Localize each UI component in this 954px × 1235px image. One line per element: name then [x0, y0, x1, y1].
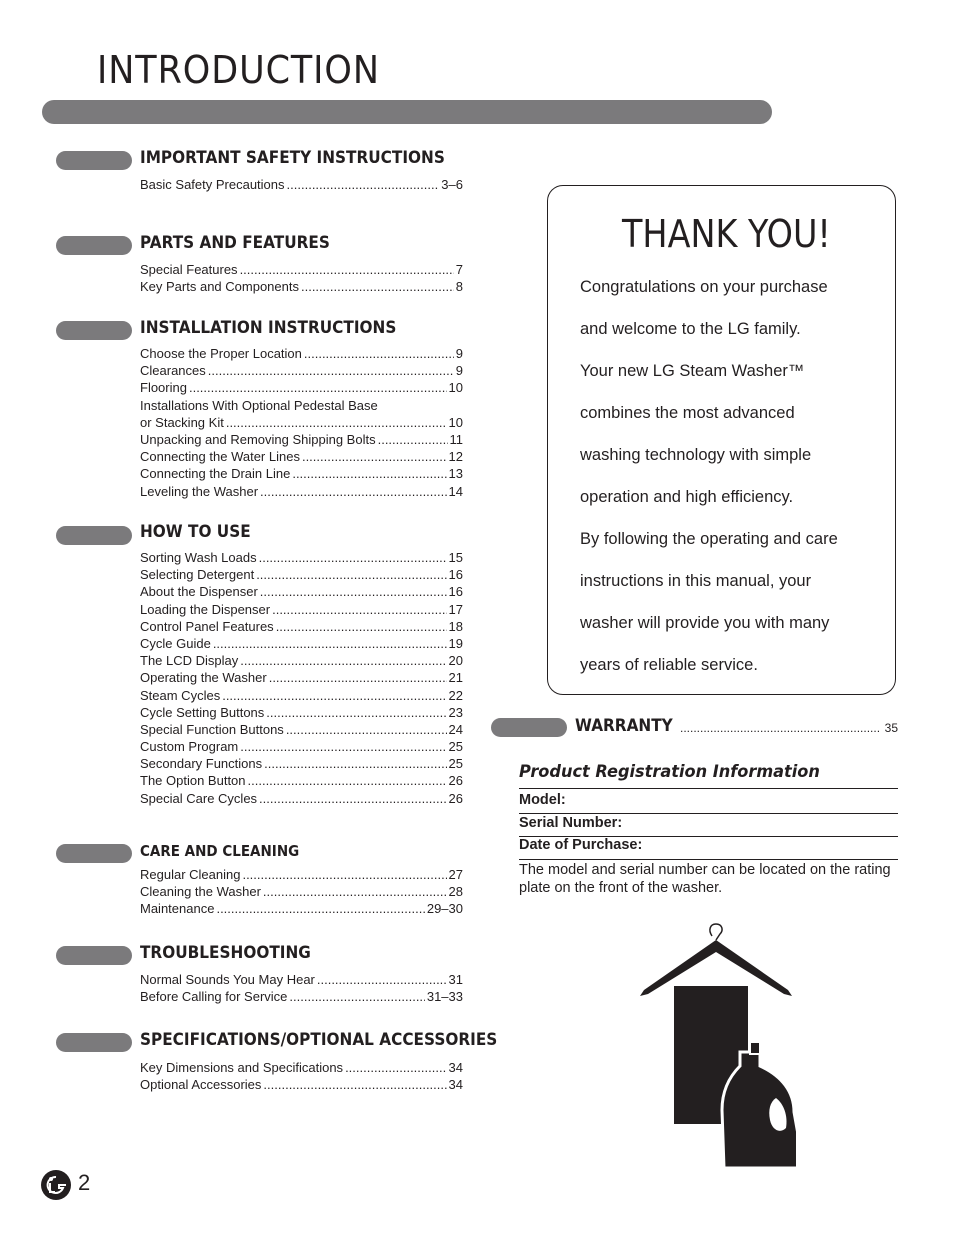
section-entries — [140, 345, 463, 500]
toc-entry-label: Operating the Washer — [140, 670, 267, 686]
section-title: INSTALLATION INSTRUCTIONS — [140, 318, 397, 338]
toc-entry-page: 25 — [448, 756, 463, 772]
toc-entry[interactable] — [140, 448, 463, 465]
thank-you-line: combines the most advanced — [580, 404, 795, 422]
toc-entry-page: 16 — [448, 567, 463, 583]
toc-entry-page: 24 — [448, 721, 463, 737]
toc-entry[interactable] — [140, 549, 463, 566]
section-pill — [56, 151, 132, 170]
section-title: IMPORTANT SAFETY INSTRUCTIONS — [140, 148, 445, 168]
toc-entry-label: Basic Safety Precautions — [140, 177, 285, 192]
toc-entry-label: Steam Cycles — [140, 687, 221, 703]
title-bar — [42, 100, 772, 124]
toc-entry-page: 16 — [448, 584, 463, 600]
toc-entry-label: The LCD Display — [140, 653, 239, 669]
toc-entry[interactable] — [140, 652, 463, 669]
toc-entry-page: 17 — [448, 601, 463, 617]
toc-entry-label: Special Features — [140, 262, 238, 277]
registration-serial-field: Serial Number: — [519, 815, 623, 831]
toc-entry-label: Secondary Functions — [140, 756, 263, 772]
page-title: INTRODUCTION — [97, 48, 380, 92]
toc-entry-label: Optional Accessories — [140, 1077, 262, 1093]
toc-entry-page: 34 — [448, 1077, 463, 1093]
toc-entry-page: 25 — [448, 739, 463, 755]
thank-you-line: washing technology with simple — [580, 446, 812, 464]
toc-entry[interactable] — [140, 618, 463, 635]
toc-entry[interactable] — [140, 362, 463, 379]
section-entries — [140, 971, 463, 1005]
section-pill — [56, 946, 132, 965]
page-number: 2 — [78, 1170, 91, 1195]
toc-entry[interactable] — [140, 345, 463, 362]
toc-entry-label: Clearances — [140, 363, 206, 379]
toc-entry-label: Before Calling for Service — [140, 989, 288, 1005]
toc-entry-label: Regular Cleaning — [140, 867, 241, 882]
toc-entry-page: 18 — [448, 618, 463, 634]
section-title: SPECIFICATIONS/OPTIONAL ACCESSORIES — [140, 1030, 498, 1050]
section-entries — [140, 866, 463, 918]
toc-entry-page: 7 — [455, 262, 463, 277]
toc-entry[interactable] — [140, 397, 463, 414]
toc-entry[interactable] — [140, 883, 463, 900]
toc-entry[interactable] — [140, 971, 463, 988]
thank-you-line: instructions in this manual, your — [580, 572, 812, 590]
warranty-page: 35 — [884, 721, 898, 735]
toc-entry-page: 15 — [448, 550, 463, 565]
section-pill — [56, 1033, 132, 1052]
thank-you-message — [580, 266, 880, 686]
toc-entry-label: About the Dispenser — [140, 584, 258, 600]
toc-entry[interactable] — [140, 601, 463, 618]
lg-logo-icon — [40, 1169, 72, 1201]
toc-entry[interactable] — [140, 772, 463, 789]
toc-entry-label: Custom Program — [140, 739, 239, 755]
toc-entry-label: Choose the Proper Location — [140, 346, 302, 361]
toc-entry-page: 9 — [455, 346, 463, 361]
toc-entry[interactable] — [140, 278, 463, 295]
toc-entry-label: Sorting Wash Loads — [140, 550, 257, 565]
toc-entry-page: 10 — [448, 414, 463, 430]
section-title: HOW TO USE — [140, 522, 251, 542]
toc-entry-page: 22 — [448, 687, 463, 703]
toc-entry[interactable] — [140, 566, 463, 583]
toc-entry-label: Leveling the Washer — [140, 483, 259, 499]
warranty-title: WARRANTY — [575, 716, 673, 736]
toc-entry-label: The Option Button — [140, 773, 246, 789]
toc-entry[interactable] — [140, 1076, 463, 1093]
registration-note: The model and serial number can be located on the rating plate on the front of the washer. — [519, 862, 891, 896]
toc-entry[interactable] — [140, 687, 463, 704]
toc-entry-label: Special Function Buttons — [140, 721, 284, 737]
thank-you-line: Your new LG Steam Washer™ — [580, 362, 805, 380]
toc-entry[interactable] — [140, 755, 463, 772]
thank-you-title: THANK YOU! — [622, 212, 831, 256]
toc-entry-page: 11 — [449, 431, 463, 447]
toc-entry-label: Maintenance — [140, 901, 215, 917]
toc-entry[interactable] — [140, 738, 463, 755]
toc-entry-page: 12 — [448, 449, 463, 465]
toc-entry-label: Connecting the Drain Line — [140, 466, 291, 482]
toc-entry-page: 29–30 — [426, 901, 463, 917]
thank-you-line: operation and high efficiency. — [580, 488, 794, 506]
thank-you-box — [547, 185, 896, 695]
toc-entry-label: Cycle Guide — [140, 635, 211, 651]
section-entries — [140, 176, 463, 193]
registration-rule — [519, 813, 898, 814]
hanger-towel-detergent-icon — [636, 920, 796, 1172]
toc-entry-page: 28 — [448, 884, 463, 900]
toc-entry-page: 10 — [448, 380, 463, 396]
warranty-entry[interactable] — [491, 716, 898, 738]
toc-entry-label: Special Care Cycles — [140, 790, 258, 806]
toc-entry-label: Loading the Dispenser — [140, 601, 271, 617]
toc-entry-label: Cleaning the Washer — [140, 884, 261, 900]
toc-entry-page: 20 — [448, 653, 463, 669]
toc-entry[interactable] — [140, 379, 463, 396]
registration-model-field: Model: — [519, 792, 566, 808]
thank-you-line: washer will provide you with many — [580, 614, 830, 632]
section-entries — [140, 1059, 463, 1093]
toc-entry-page: 14 — [448, 483, 463, 499]
toc-entry-label: Connecting the Water Lines — [140, 449, 300, 465]
toc-entry-page: 8 — [455, 279, 463, 295]
toc-entry[interactable] — [140, 721, 463, 738]
toc-entry-label: Cycle Setting Buttons — [140, 704, 265, 720]
toc-entry-page: 31–33 — [426, 989, 463, 1005]
toc-entry-page: 23 — [448, 704, 463, 720]
section-pill — [56, 526, 132, 545]
toc-entry[interactable] — [140, 414, 463, 431]
section-pill — [56, 236, 132, 255]
toc-entry-page: 26 — [448, 773, 463, 789]
toc-entry[interactable] — [140, 465, 463, 482]
toc-entry-label: Key Dimensions and Specifications — [140, 1060, 344, 1075]
toc-entry-label: Flooring — [140, 380, 187, 396]
registration-rule — [519, 859, 898, 860]
toc-entry[interactable] — [140, 790, 463, 807]
section-title: PARTS AND FEATURES — [140, 233, 330, 253]
toc-entry[interactable] — [140, 583, 463, 600]
toc-entry[interactable] — [140, 1059, 463, 1076]
warranty-leader — [680, 721, 879, 735]
toc-entry[interactable] — [140, 261, 463, 278]
thank-you-line: Congratulations on your purchase — [580, 278, 828, 296]
toc-entry-page: 3–6 — [441, 177, 463, 192]
toc-entry[interactable] — [140, 176, 463, 193]
registration-date-field: Date of Purchase: — [519, 837, 643, 853]
toc-entry-page: 26 — [448, 790, 463, 806]
section-title: TROUBLESHOOTING — [140, 943, 311, 963]
toc-entry[interactable] — [140, 431, 463, 448]
section-pill — [56, 844, 132, 863]
toc-entry[interactable] — [140, 900, 463, 917]
registration-rule — [519, 788, 898, 789]
section-pill — [56, 321, 132, 340]
section-entries — [140, 261, 463, 295]
toc-entry-label: Selecting Detergent — [140, 567, 255, 583]
toc-entry[interactable] — [140, 988, 463, 1005]
toc-entry[interactable] — [140, 866, 463, 883]
registration-title: Product Registration Information — [519, 762, 820, 782]
toc-entry-label: Key Parts and Components — [140, 279, 299, 295]
toc-entry-page: 27 — [448, 867, 463, 882]
section-entries — [140, 549, 463, 807]
toc-entry-page: 21 — [448, 670, 463, 686]
toc-entry-label: Unpacking and Removing Shipping Bolts — [140, 431, 376, 447]
toc-entry-page: 19 — [448, 635, 463, 651]
section-title: CARE AND CLEANING — [140, 842, 300, 860]
toc-entry-page: 34 — [448, 1060, 463, 1075]
thank-you-line: By following the operating and care — [580, 530, 838, 548]
toc-entry-page: 9 — [455, 363, 463, 379]
toc-entry-label: or Stacking Kit — [140, 414, 224, 430]
section-pill — [491, 718, 567, 737]
toc-entry[interactable] — [140, 635, 463, 652]
toc-entry[interactable] — [140, 669, 463, 686]
toc-entry-label: Installations With Optional Pedestal Base — [140, 397, 378, 413]
toc-entry-label: Control Panel Features — [140, 618, 274, 634]
thank-you-line: and welcome to the LG family. — [580, 320, 801, 338]
thank-you-line: years of reliable service. — [580, 656, 758, 674]
toc-entry[interactable] — [140, 704, 463, 721]
toc-entry[interactable] — [140, 483, 463, 500]
toc-entry-label: Normal Sounds You May Hear — [140, 972, 315, 987]
toc-entry-page: 13 — [448, 466, 463, 482]
toc-entry-page: 31 — [448, 972, 463, 987]
